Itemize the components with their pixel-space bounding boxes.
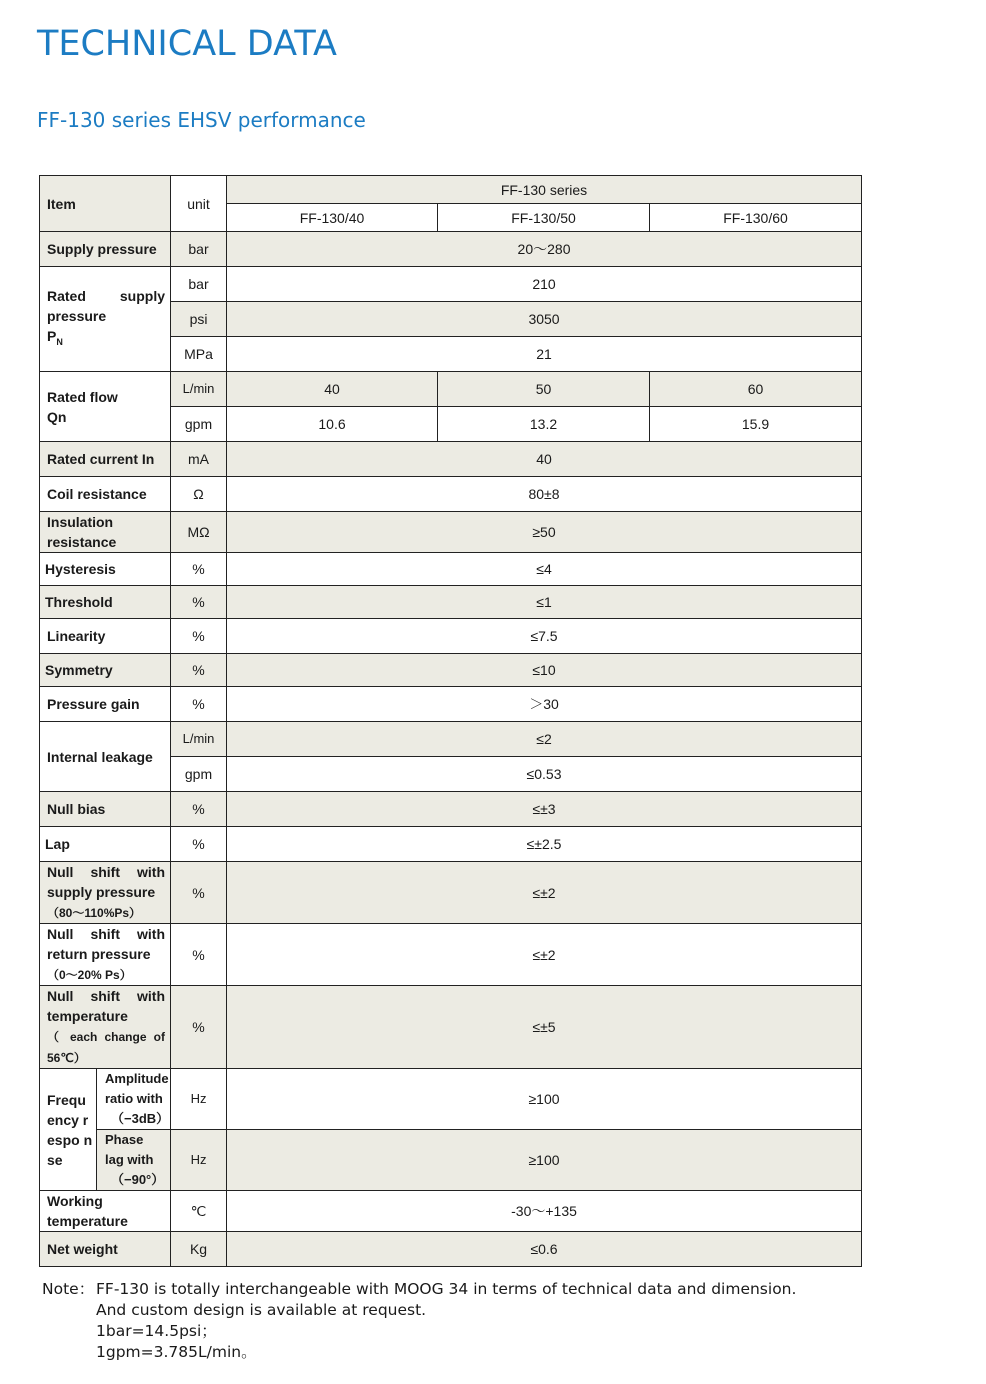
row-value: ≥100 [227,1130,862,1191]
header-model: FF-130/60 [650,204,862,232]
row-unit: L/min [171,722,227,757]
row-unit: % [171,792,227,827]
row-label-text: Null shift with supply pressure [47,864,166,900]
row-label-text: Rated flow [47,388,118,405]
row-unit: % [171,986,227,1069]
table-row [40,986,862,1069]
row-label [40,512,171,553]
row-sublabel [97,1130,171,1191]
row-label: Symmetry [40,654,171,687]
header-unit: unit [171,176,227,232]
row-unit: Hz [171,1130,227,1191]
row-value: ≤±2 [227,924,862,986]
table-row [40,827,862,862]
row-value: ≤±5 [227,986,862,1069]
row-unit: Kg [171,1232,227,1267]
row-value: 15.9 [650,407,862,442]
row-unit: % [171,924,227,986]
row-sublabel-text: Phase lag with [105,1132,154,1167]
row-value: 3050 [227,302,862,337]
row-unit: MΩ [171,512,227,553]
row-label-condition: （ each change of 56℃） [47,1030,166,1065]
row-value: 80±8 [227,477,862,512]
row-unit: % [171,827,227,862]
header-series: FF-130 series [227,176,862,204]
footnote-label: Note： [42,1280,95,1298]
row-sublabel-condition: （−3dB） [111,1111,170,1126]
section-subtitle: FF-130 series EHSV performance [37,108,366,132]
table-row [40,1191,862,1232]
row-unit: % [171,654,227,687]
table-header-row [40,176,862,204]
row-value: 40 [227,442,862,477]
row-unit: MPa [171,337,227,372]
row-label [40,267,171,372]
row-label-condition: （80～110%Ps） [47,906,142,920]
row-label-text: temperature [47,1213,128,1229]
row-unit: gpm [171,757,227,792]
row-label: Internal leakage [40,722,171,792]
row-unit: bar [171,267,227,302]
row-unit: bar [171,232,227,267]
row-unit: mA [171,442,227,477]
row-value: ≤7.5 [227,619,862,654]
table-row [40,792,862,827]
row-unit: % [171,619,227,654]
row-label-symbol: P [47,328,57,345]
row-value: 40 [227,372,438,407]
row-label-text: Working [47,1193,103,1209]
header-item: Item [40,176,171,232]
table-row [40,1232,862,1267]
row-label [40,372,171,442]
table-row [40,722,862,757]
row-unit: Ω [171,477,227,512]
row-label: Pressure gain [40,687,171,722]
row-value: 60 [650,372,862,407]
row-value: 20～280 [227,232,862,267]
row-sublabel [97,1069,171,1130]
row-value: ≥100 [227,1069,862,1130]
table-row [40,1130,862,1191]
row-label [40,986,171,1069]
row-label [40,924,171,986]
row-label-text: resistance [47,534,117,550]
table-row [40,687,862,722]
table-row [40,442,862,477]
page-title: TECHNICAL DATA [37,24,337,64]
row-label: Hysteresis [40,553,171,586]
table-row [40,267,862,302]
row-label: Frequ ency respo nse [40,1069,97,1191]
row-label-symbol: Qn [47,408,67,425]
table-row [40,232,862,267]
row-value: ≤10 [227,654,862,687]
footnote-line: And custom design is available at request. [96,1301,427,1319]
table-row [40,924,862,986]
row-label: Rated current In [40,442,171,477]
row-sublabel-condition: （−90°） [111,1172,165,1187]
table-row [40,1069,862,1130]
row-value: 13.2 [438,407,650,442]
row-label: Lap [40,827,171,862]
row-value: ≤4 [227,553,862,586]
row-label-text: Null shift with temperature [47,988,166,1024]
row-unit: % [171,862,227,924]
table-row [40,372,862,407]
table-row [40,512,862,553]
row-unit: % [171,586,227,619]
row-unit: % [171,687,227,722]
table-row [40,619,862,654]
table-row [40,586,862,619]
table-row [40,862,862,924]
row-label-subscript: N [56,336,63,347]
footnote-line: FF-130 is totally interchangeable with MOOG 34 in terms of technical data and dimension. [96,1280,797,1298]
row-value: 21 [227,337,862,372]
row-value: ≥50 [227,512,862,553]
row-label-text: Insulation [47,514,114,530]
row-value: ≤1 [227,586,862,619]
row-value: ≤0.53 [227,757,862,792]
row-sublabel-text: Amplitude ratio with [105,1071,169,1106]
row-label-condition: （0～20% Ps） [47,968,132,982]
row-unit: L/min [171,372,227,407]
footnote [42,1279,842,1363]
row-value: 50 [438,372,650,407]
row-unit: % [171,553,227,586]
row-label [40,1191,171,1232]
footnote-line: 1gpm=3.785L/min。 [96,1343,257,1361]
row-value: ≤±2 [227,862,862,924]
row-value: -30～+135 [227,1191,862,1232]
row-label: Supply pressure [40,232,171,267]
row-label [40,862,171,924]
footnote-line: 1bar=14.5psi； [96,1322,217,1340]
performance-table [39,175,862,1267]
row-label: Coil resistance [40,477,171,512]
row-unit: ℃ [171,1191,227,1232]
row-value: ≤0.6 [227,1232,862,1267]
header-model: FF-130/50 [438,204,650,232]
row-value: ≤±2.5 [227,827,862,862]
table-row [40,553,862,586]
row-value: 10.6 [227,407,438,442]
row-label: Net weight [40,1232,171,1267]
row-label-text: Null shift with return pressure [47,926,166,962]
row-value: ≤2 [227,722,862,757]
row-label: Linearity [40,619,171,654]
header-model: FF-130/40 [227,204,438,232]
row-unit: gpm [171,407,227,442]
table-row [40,654,862,687]
table-row [40,477,862,512]
row-value: ＞30 [227,687,862,722]
row-label: Null bias [40,792,171,827]
row-value: ≤±3 [227,792,862,827]
row-unit: Hz [171,1069,227,1130]
row-unit: psi [171,302,227,337]
row-label-text: Rated supply pressure [47,288,166,325]
row-label: Threshold [40,586,171,619]
row-value: 210 [227,267,862,302]
